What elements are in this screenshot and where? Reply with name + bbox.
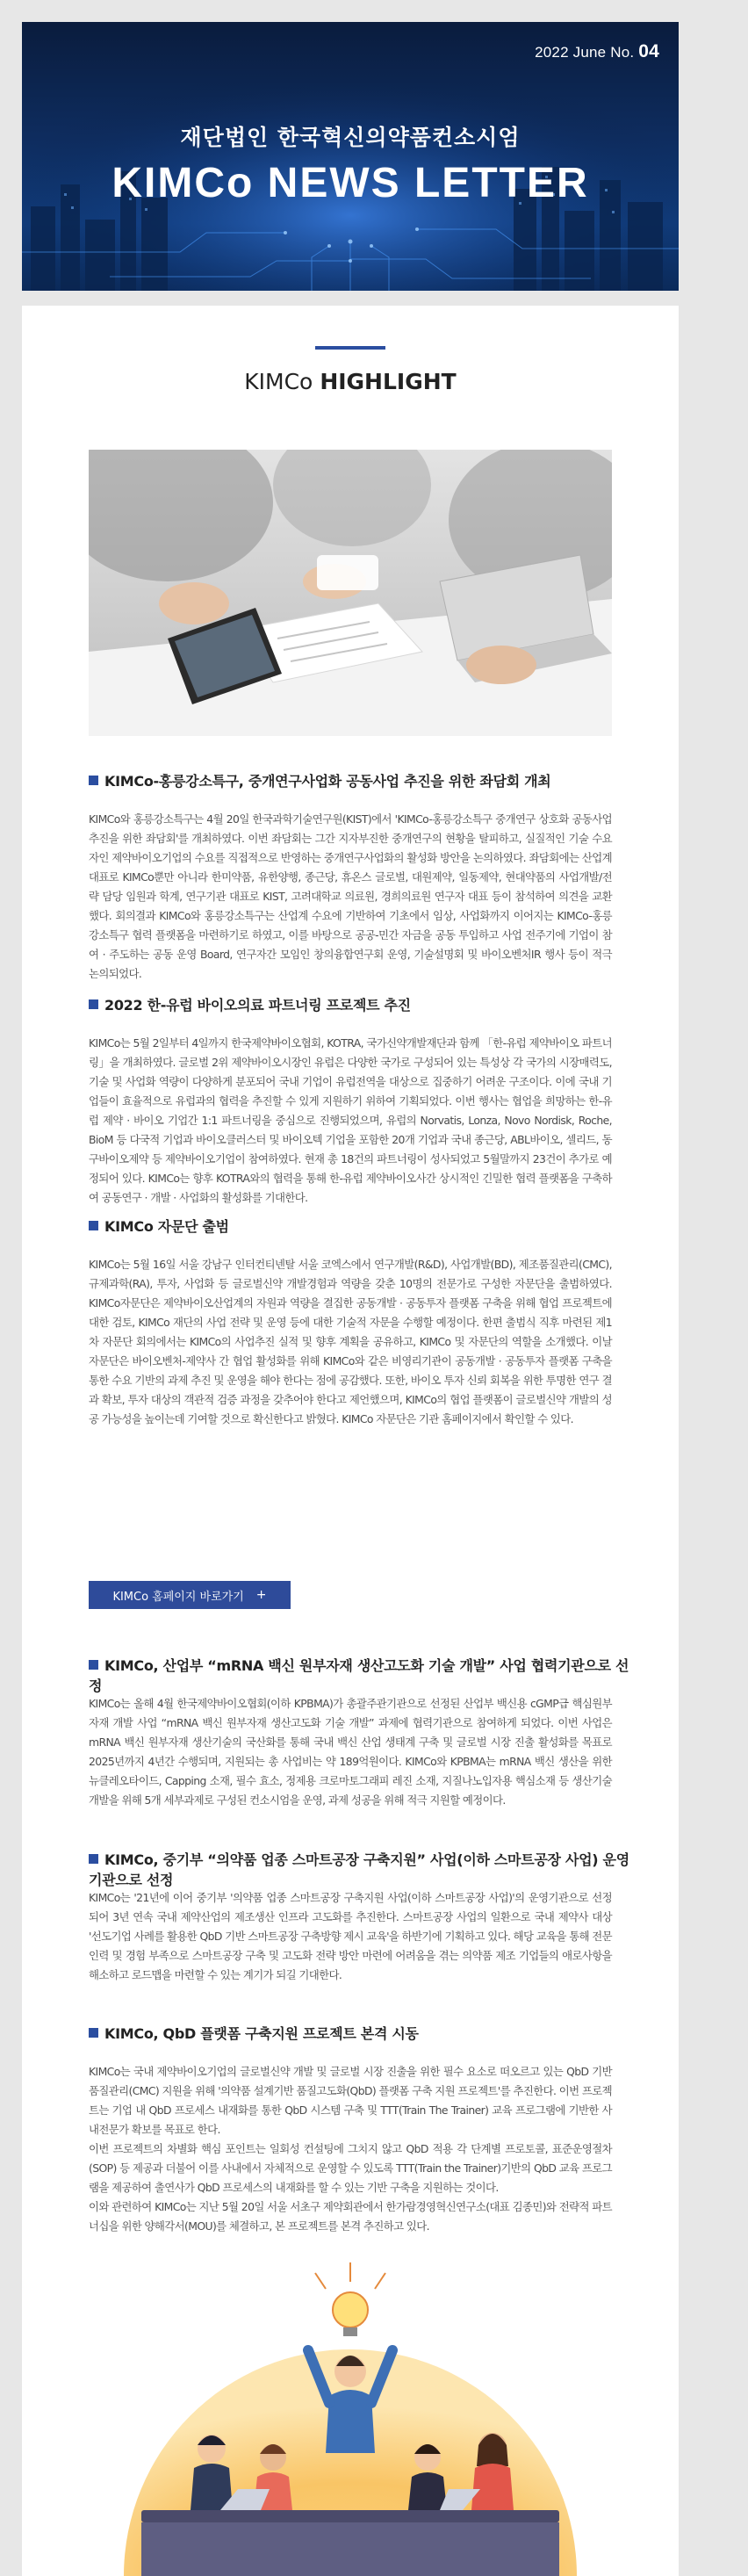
square-bullet-icon <box>89 999 98 1009</box>
meeting-photo-illustration <box>89 450 612 736</box>
section-1-body: KIMCo와 홍릉강소특구는 4월 20일 한국과학기술연구원(KIST)에서 'KIMCo-홍릉강소특구 중개연구 상호화 공동사업 추진을 위한 좌담회'를 개최하였다. 이번 좌담회는 그간 지자부진한 중개연구의 현황을 탈피하고, 실질적인 기술 수요자인 제약바이오기업의 수요를 직접적으로 반영하는 중개연구사업화의 활성화 방안을 논의하였다. 좌담회에는 산업계 대표로 KIMCo뿐만 아니라 한미약품, 유한양행, 종근당, 휴온스 글로벌, 대원제약, 일동제약, 현대약품의 사업개발/전략 담당 임원과 학계, 연구기관 대표로 KIST, 고려대학교 의료원, 경희의료원 연구자 대표 등이 참석하여 의견을 교환했다. 회의결과 KIMCo와 홍릉강소특구는 산업계 수요에 기반하여 기초에서 임상, 사업화까지 이어지는 KIMCo-홍릉강소특구 협력 플랫폼을 마련하기로 하였고, 이를 바탕으로 공공-민간 자금을 공동 투입하고 사업 전주기에 기업이 참여 · 주도하는 공동 운영 Board, 연구자간 모임인 창의융합연구회 운영, 기술설명회 및 바이오벤처IR 행사 등이 적극 논의되었다. <box>89 812 612 980</box>
section-3-title-text: KIMCo 자문단 출범 <box>104 1218 229 1235</box>
teamwork-illustration-art <box>89 2247 612 2576</box>
section-1-title <box>89 770 633 790</box>
section-5-body: KIMCo는 '21년에 이어 중기부 '의약품 업종 스마트공장 구축지원 사업(이하 스마트공장 사업)'의 운영기관으로 선정되어 3년 연속 국내 제약산업의 제조생산 인프라 고도화를 추진한다. 스마트공장 사업의 일환으로 국내 제약사 대상 '선도기업 사례를 활용한 QbD 기반 스마트공장 구축방향 제시 교육'을 하반기에 기획하고 있다. 해당 교육을 통해 전문인력 및 경험 부족으로 스마트공장 구축 및 고도화 전략 방안 마련에 어려움을 겪는 의약품 제조 기업들의 애로사항을 해소하고 로드맵을 마련할 수 있는 계기가 되길 기대한다. <box>89 1891 613 1981</box>
section-2-title-text: 2022 한-유럽 바이오의료 파트너링 프로젝트 추진 <box>104 997 411 1014</box>
highlight-heading <box>22 369 679 394</box>
newsletter-title: KIMCo NEWS LETTER <box>111 160 589 206</box>
section-6-body <box>89 2062 612 2236</box>
square-bullet-icon <box>89 1660 98 1670</box>
issue-info <box>535 41 659 62</box>
section-3-title <box>89 1216 633 1236</box>
square-bullet-icon <box>89 1221 98 1230</box>
highlight-prefix: KIMCo <box>244 369 320 394</box>
section-6-paragraph-3: 이와 관련하여 KIMCo는 지난 5월 20일 서울 서초구 제약회관에서 한가람경영혁신연구소(대표 김종민)와 전략적 파트너십을 위한 양해각서(MOU)를 체결하고, 본 프로젝트를 본격 추진하고 있다. <box>89 2200 612 2233</box>
section-2-body: KIMCo는 5월 2일부터 4일까지 한국제약바이오협회, KOTRA, 국가신약개발재단과 함께 「한-유럽 제약바이오 파트너링」을 개최하였다. 글로벌 2위 제약바이오시장인 유럽은 다양한 국가로 구성되어 있는 특성상 각 국가의 시장매력도, 기술 및 사업화 역량이 다양하게 분포되어 국내 기업이 유럽전역을 대상으로 집중하기 어려운 구조이다. 이에 국내 기업들이 효율적으로 유럽과의 협력을 추진할 수 있게 지원하기 위하여 기획되었다. 이번 행사는 협업을 희망하는 한-유럽 제약 · 바이오 기업간 1:1 파트너링을 중심으로 진행되었으며, 유럽의 Norvatis, Lonza, Novo Nordisk, Roche, BioM 등 다국적 기업과 바이오클러스터 및 바이오텍 기업을 포함한 20개 기업과 국내 종근당, ABL바이오, 셀리드, 동구바이오제약 등 제약바이오기업이 참여하였다. 현재 총 18건의 파트너링이 성사되었고 5월말까지 23건이 추가로 예정되어 있다. KIMCo는 향후 KOTRA와의 협력을 통해 한-유럽 제약바이오사간 상시적인 긴밀한 협력 플랫폼을 구축하여 공동연구 · 개발 · 사업화의 활성화를 기대한다. <box>89 1036 612 1204</box>
section-1-title-text: KIMCo-홍릉강소특구, 중개연구사업화 공동사업 추진을 위한 좌담회 개최 <box>104 773 551 790</box>
homepage-link-button[interactable] <box>89 1581 291 1609</box>
section-3-body: KIMCo는 5월 16일 서울 강남구 인터컨티넨탈 서울 코엑스에서 연구개발(R&D), 사업개발(BD), 제조품질관리(CMC), 규제과학(RA), 투자, 사업화 등 글로벌신약 개발경험과 역량을 갖춘 10명의 전문가로 구성한 자문단을 출범하였다. KIMCo자문단은 제약바이오산업계의 자원과 역량을 결집한 공동개발 · 공동투자 플랫폼 구축을 위해 협업 프로젝트에 대한 검토, KIMCo 재단의 사업 전략 및 운영 등에 대한 기술적 자문을 수행할 예정이다. 한편 출범식 직후 마련된 제1차 자문단 회의에서는 KIMCo의 사업추진 실적 및 향후 계획을 공유하고, KIMCo 및 자문단의 역할을 소개했다. 이날 자문단은 바이오벤처-제약사 간 협업 활성화를 위해 KIMCo와 같은 비영리기관이 공동개발 · 공동투자 플랫폼 구축을 통한 수요 기반의 과제 추진 및 운영을 해야 한다는 점에 공감했다. 또한, 바이오 투자 신뢰 회복을 위한 투명한 연구 결과 확보, 투자 대상의 객관적 검증 과정을 갖추어야 한다고 제언했으며, KIMCo의 협업 플랫폼이 글로벌신약 개발의 성공 가능성을 높이는데 기여할 것으로 확신한다고 밝혔다. KIMCo 자문단은 기관 홈페이지에서 확인할 수 있다. <box>89 1258 612 1425</box>
header-banner <box>22 22 679 291</box>
square-bullet-icon <box>89 2028 98 2038</box>
section-4-body: KIMCo는 올해 4월 한국제약바이오협회(이하 KPBMA)가 총괄주관기관으로 선정된 산업부 백신용 cGMP급 핵심원부자재 개발 사업 “mRNA 백신 원부자재 생산고도화 기술 개발” 과제에 협력기관으로 참여하게 되었다. 이번 사업은 mRNA 백신 원부자재 생산기술의 국산화를 통해 국내 백신 산업 생태계 구축 및 글로벌 시장 진출 활성화를 목표로 2025년까지 4년간 수행되며, 지원되는 총 사업비는 약 189억원이다. KIMCo와 KPBMA는 mRNA 백신 생산을 위한 뉴클레오타이드, Capping 소재, 필수 효소, 정제용 크로마토그래피 레진 소재, 지질나노입자용 핵심소재 등 생산기술 개발을 위해 5개 세부과제로 구성된 컨소시엄을 운영, 과제 성공을 위해 적극 지원할 예정이다. <box>89 1697 612 1807</box>
section-6-title-text: KIMCo, QbD 플랫폼 구축지원 프로젝트 본격 시동 <box>104 2025 419 2042</box>
section-4-title-text: KIMCo, 산업부 “mRNA 백신 원부자재 생산고도화 기술 개발” 사업 협력기관으로 선정 <box>89 1657 629 1694</box>
teamwork-illustration <box>89 2247 612 2576</box>
homepage-link-label: KIMCo 홈페이지 바로가기 <box>112 1590 244 1604</box>
meeting-photo <box>89 450 612 736</box>
section-6-title <box>89 2023 633 2043</box>
organization-name: 재단법인 한국혁신의약품컨소시엄 <box>180 125 521 150</box>
section-2-title <box>89 994 633 1014</box>
highlight-accent-bar <box>315 346 385 350</box>
square-bullet-icon <box>89 1854 98 1864</box>
issue-prefix: 2022 June No. <box>535 44 635 61</box>
square-bullet-icon <box>89 776 98 785</box>
highlight-bold: HIGHLIGHT <box>320 369 457 394</box>
section-5-title-text: KIMCo, 중기부 “의약품 업종 스마트공장 구축지원” 사업(이하 스마트공장 사업) 운영기관으로 선정 <box>89 1851 629 1888</box>
plus-icon: + <box>255 1588 267 1602</box>
section-4-title <box>89 1655 633 1695</box>
section-5-title <box>89 1849 633 1889</box>
issue-number: 04 <box>638 41 659 61</box>
section-6-paragraph-2: 이번 프로젝트의 차별화 핵심 포인트는 일회성 컨설팅에 그치지 않고 QbD 적용 각 단계별 프로토콜, 표준운영절차(SOP) 등 제공과 더불어 이를 사내에서 자체적으로 운영할 수 있도록 TTT(Train the Trainer)기반의 QbD 교육 프로그램을 제공하여 출연사가 QbD 프로세스의 내재화를 할 수 있는 기반 구축을 지원하는 것이다. <box>89 2142 612 2194</box>
section-6-paragraph-1: KIMCo는 국내 제약바이오기업의 글로벌신약 개발 및 글로벌 시장 진출을 위한 필수 요소로 떠오르고 있는 QbD 기반 품질관리(CMC) 지원을 위해 '의약품 설계기반 품질고도화(QbD) 플랫폼 구축 지원 프로젝트'를 추진한다. 이번 프로젝트는 기업 내 QbD 프로세스 내재화를 통한 QbD 시스템 구축 및 TTT(Train The Trainer) 교육 프로그램에 기반한 사내전문가 확보를 목표로 한다. <box>89 2065 612 2136</box>
content-card <box>22 306 679 2576</box>
